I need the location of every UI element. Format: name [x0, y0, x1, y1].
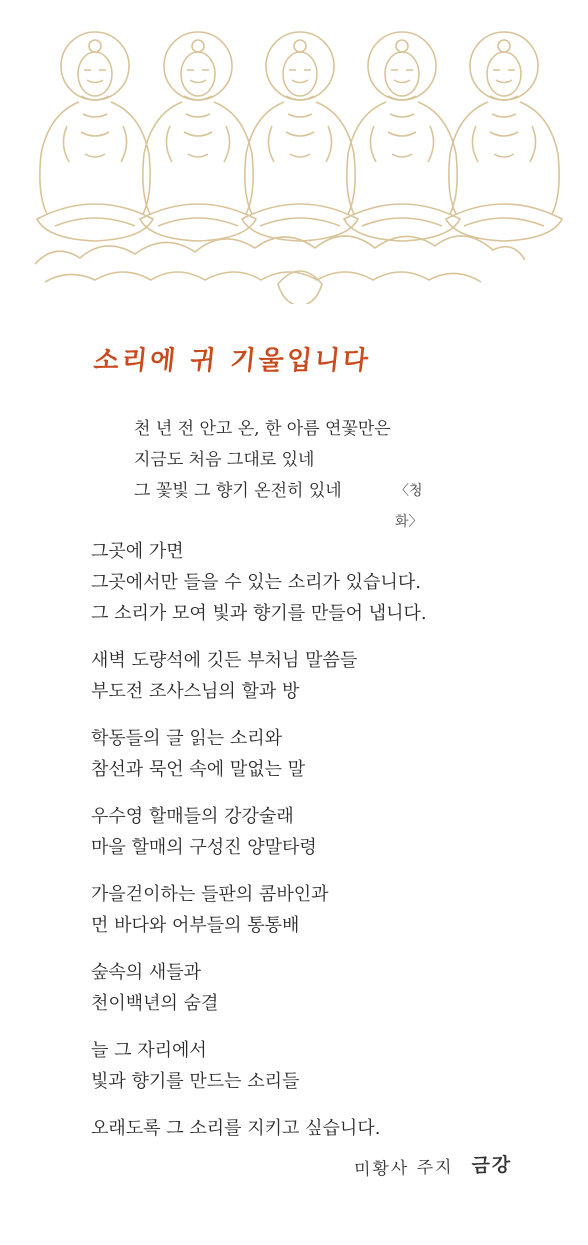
stanza-line: 천이백년의 숨결 [91, 993, 219, 1014]
five-buddhas-line-art [30, 14, 570, 304]
stanza-line: 가을걷이하는 들판의 콤바인과 [91, 884, 329, 905]
buddha-figure [242, 32, 358, 241]
poem-line: 천 년 전 안고 온, 한 아름 연꽃만은 [134, 419, 391, 439]
buddha-figure [37, 32, 153, 241]
stanza-line: 그 소리가 모여 빛과 향기를 만들어 냅니다. [91, 603, 427, 624]
stanza [91, 957, 427, 1019]
stanza-line: 숲속의 새들과 [91, 962, 202, 983]
buddha-figure [446, 32, 562, 241]
poem-line: 그 꽃빛 그 향기 온전히 있네 [134, 481, 342, 501]
poem-body [91, 536, 427, 1160]
stanza [91, 645, 427, 707]
signature-name: 금강 [471, 1153, 513, 1177]
stanza-line: 그곳에서만 들을 수 있는 소리가 있습니다. [91, 572, 421, 593]
stanza [91, 879, 427, 941]
signature [354, 1150, 513, 1181]
page-title: 소리에 귀 기울입니다 [92, 346, 373, 376]
stanza [91, 801, 427, 863]
stanza [91, 1035, 427, 1097]
stanza [91, 723, 427, 785]
poem-line: 지금도 처음 그대로 있네 [134, 450, 315, 470]
stanza-line: 오래도록 그 소리를 지키고 싶습니다. [91, 1118, 381, 1139]
stanza-line: 그곳에 가면 [91, 541, 184, 562]
stanza-line: 먼 바다와 어부들의 통통배 [91, 915, 300, 936]
buddha-figure [344, 32, 460, 241]
stanza-line: 참선과 묵언 속에 말없는 말 [91, 759, 306, 780]
signature-title: 미황사 주지 [353, 1157, 454, 1181]
buddha-figure [140, 32, 256, 241]
stanza [91, 536, 427, 629]
quoted-poem [134, 414, 423, 530]
poem-attribution: 〈청화〉 [395, 483, 423, 530]
stanza-line: 늘 그 자리에서 [91, 1040, 207, 1061]
stanza [91, 1113, 427, 1144]
stanza-line: 부도전 조사스님의 할과 방 [91, 681, 300, 702]
stanza-line: 새벽 도량석에 깃든 부처님 말씀들 [91, 650, 358, 671]
stanza-line: 빛과 향기를 만드는 소리들 [91, 1071, 300, 1092]
stanza-line: 마을 할매의 구성진 양말타령 [91, 837, 317, 858]
stanza-line: 학동들의 글 읽는 소리와 [91, 728, 283, 749]
stanza-line: 우수영 할매들의 강강술래 [91, 806, 294, 827]
